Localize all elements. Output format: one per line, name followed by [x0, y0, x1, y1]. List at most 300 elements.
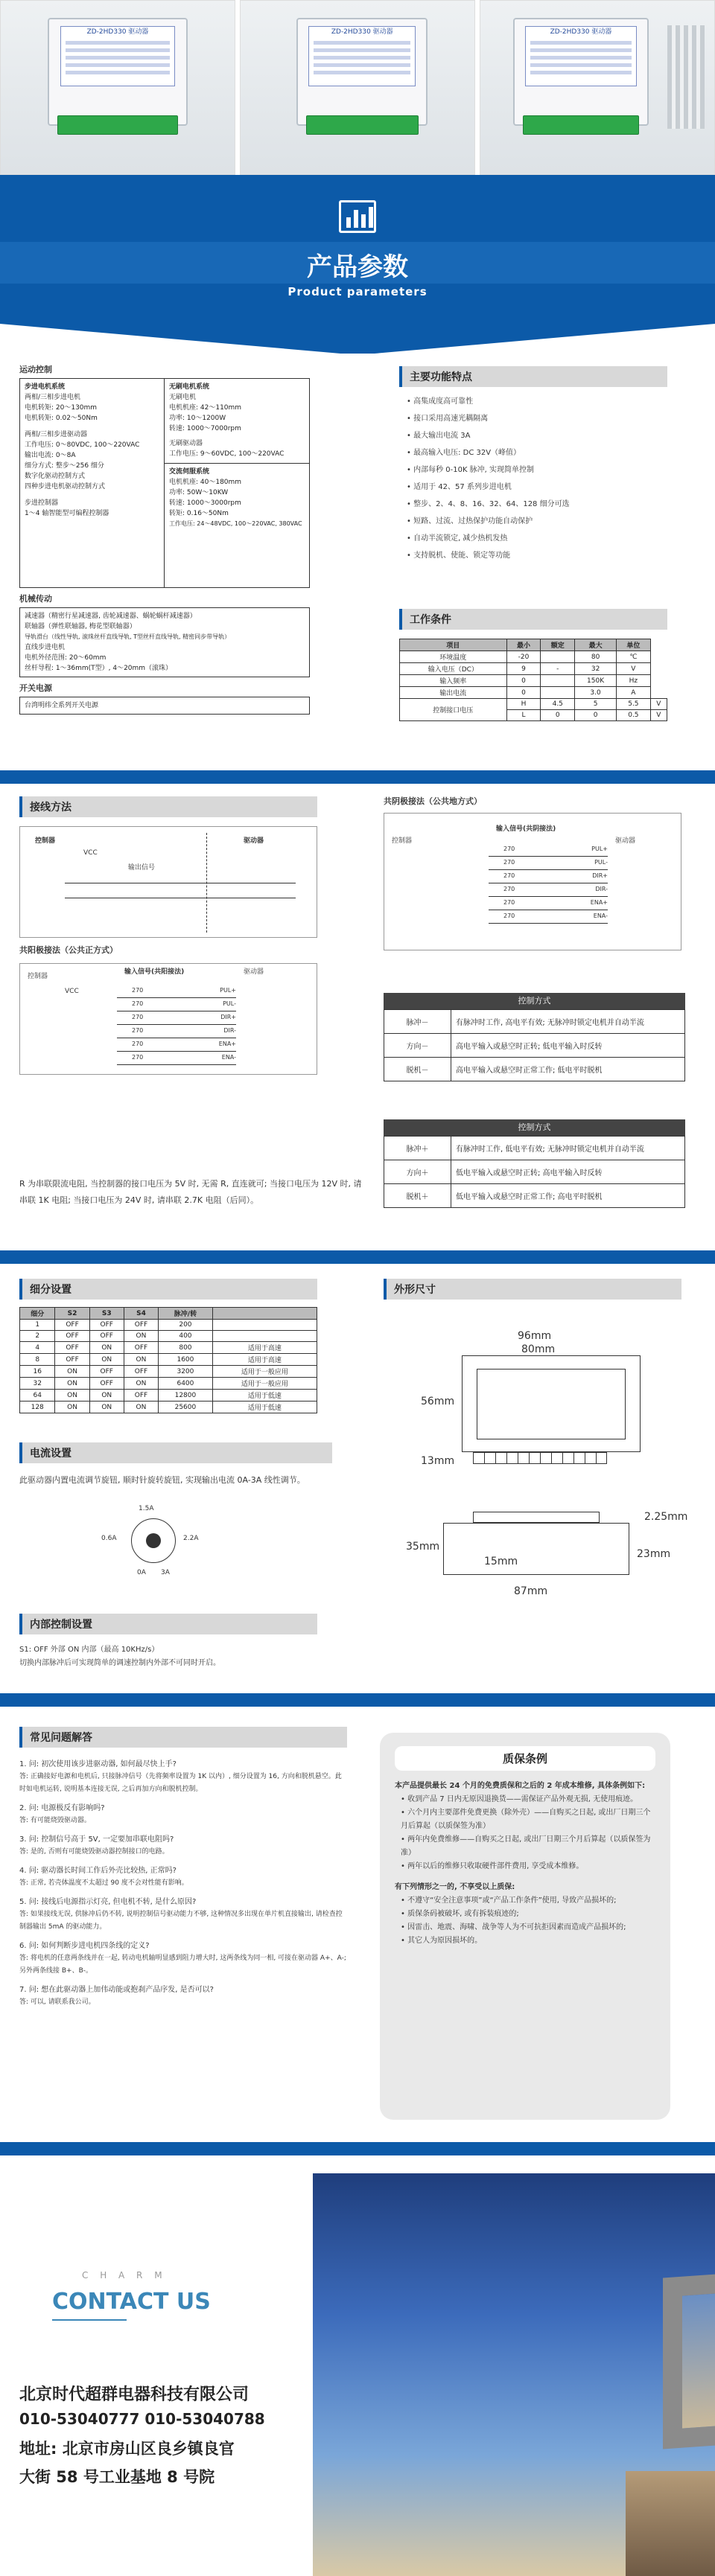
table-cell: A [617, 687, 651, 699]
table-cell: 80 [575, 651, 617, 663]
signal-label: PUL- [223, 1000, 236, 1007]
mech-title: 机械传动 [19, 594, 52, 604]
stepper-driver-line: 细分方式: 整步～256 细分 [25, 462, 104, 470]
product-photo-2: ZD-2HD330 驱动器 [240, 0, 475, 175]
table-cell: 有脉冲时工作, 低电平有效; 无脉冲时锁定电机并自动半流 [451, 1137, 685, 1160]
table-cell: OFF [55, 1331, 89, 1342]
table-cell: 4.5 [541, 699, 575, 710]
stepper-ctrl-line: 1～4 轴智能型可编程控制器 [25, 510, 109, 517]
stepper-line: 电机转矩: 0.02～50Nm [25, 415, 98, 422]
driver-label: 驱动器 [244, 968, 264, 976]
control-mode-title: 控制方式 [384, 993, 685, 1009]
control-mode-table-1 [384, 993, 685, 1081]
table-row [400, 663, 667, 675]
address-line: 地址: 北京市房山区良乡镇良官 [19, 2440, 235, 2458]
faq-question: 6. 问: 如何判断步进电机四条线的定义? [19, 1942, 150, 1950]
conditions-table [399, 639, 667, 721]
table-cell: 输出电流 [400, 687, 507, 699]
features-list [399, 393, 667, 564]
signal-line [489, 857, 608, 870]
resistor-label: 270 [132, 1041, 144, 1047]
page-subtitle: Product parameters [287, 285, 428, 298]
table-cell: V [650, 699, 667, 710]
resistor-label: 270 [503, 872, 515, 879]
resistor-note: R 为串联限流电阻, 当控制器的接口电压为 5V 时, 无需 R, 直连就可; 当接口电压为 12V 时, 请串联 1K 电阻; 当接口电压为 24V 时, 请串联 2.7K 电阻（后同）。 [19, 1179, 362, 1205]
chart-icon [339, 200, 376, 233]
page-title: 产品参数 [307, 252, 408, 282]
driver-label: 驱动器 [244, 837, 264, 845]
table-cell: ON [124, 1378, 158, 1390]
table-header: S3 [89, 1308, 124, 1320]
table-cell: 适用于高速 [212, 1342, 317, 1354]
params-banner [0, 175, 715, 354]
separator [0, 770, 715, 784]
warranty-exclusion: • 因雷击、地震、海啸、战争等人为不可抗拒因素而造成产品损坏的; [401, 1923, 626, 1931]
table-cell: 0 [541, 710, 575, 721]
faq-question: 1. 问: 初次使用该步进驱动器, 如何最尽快上手? [19, 1760, 177, 1768]
phone-numbers: 010-53040777 010-53040788 [19, 2410, 265, 2428]
faq-answer: 答: 如果接线无误, 供脉冲后仍不转, 说明控制信号驱动能力不够, 这种情况多出现在单片机直接输出, 请检查控制器输出 5mA 的驱动能力。 [19, 1911, 343, 1931]
controller-label: 控制器 [28, 973, 48, 980]
stepper-driver-line: 输出电流: 0～8A [25, 452, 76, 459]
faq-question: 2. 问: 电源极反有影响吗? [19, 1804, 105, 1812]
signal-line [489, 843, 608, 857]
table-cell: 方向＋ [384, 1160, 451, 1184]
dim-label: 56mm [421, 1396, 455, 1407]
table-row [384, 1184, 685, 1208]
table-cell: ON [89, 1390, 124, 1402]
signal-label: ENA- [221, 1054, 236, 1061]
signal-line [117, 985, 236, 998]
table-cell: 4 [20, 1342, 55, 1354]
table-cell: 200 [159, 1320, 213, 1331]
table-cell: OFF [124, 1342, 158, 1354]
faq-answer: 答: 将电机的任意两条线并在一起, 转动电机轴明显感到阻力增大时, 这两条线为同一相, 可接在驱动器 A+、A-; 另外两条线接 B+、B-。 [19, 1955, 346, 1975]
table-cell: 0 [506, 687, 541, 699]
warranty-panel [380, 1733, 670, 2120]
resistor-label: 270 [132, 1054, 144, 1061]
faq-question: 3. 问: 控制信号高于 5V, 一定要加串联电阻吗? [19, 1835, 174, 1844]
wiring-section [19, 796, 317, 1075]
table-row [384, 1034, 685, 1058]
mech-line: 丝杆导程: 1～36mm(T型）, 4～20mm（滚珠） [25, 665, 173, 672]
driver-label: 驱动器 [615, 837, 636, 845]
resistor-label: 270 [503, 846, 515, 852]
signal-list [489, 843, 608, 924]
table-cell: 32 [20, 1378, 55, 1390]
stepper-driver-line: 工作电压: 0～80VDC, 100～220VAC [25, 441, 140, 449]
conditions-section [399, 609, 667, 721]
resistor-label: 270 [132, 1014, 144, 1020]
knob-mark: 0.6A [101, 1535, 117, 1542]
faq-question: 7. 问: 想在此驱动器上加伟动能或抱刹产品序发, 是否可以? [19, 1986, 214, 1994]
table-cell: OFF [124, 1366, 158, 1378]
table-cell: ON [124, 1331, 158, 1342]
table-cell: 适用于低速 [212, 1390, 317, 1402]
internal-section [19, 1614, 392, 1669]
signal-line [489, 870, 608, 883]
table-cell: 控制接口电压 [400, 699, 507, 721]
feature-item: • 内部每秒 0-10K 脉冲, 实现简单控制 [407, 466, 535, 474]
resistor-label: 270 [132, 1027, 144, 1034]
table-row [20, 1378, 317, 1390]
warranty-exclusion: • 质保条码被破坏, 或有拆装痕迹的; [401, 1910, 519, 1918]
table-cell [541, 675, 575, 687]
signal-line [117, 1011, 236, 1025]
table-cell: 输入电压（DC） [400, 663, 507, 675]
table-header: 最小 [506, 639, 541, 651]
table-cell: ON [55, 1366, 89, 1378]
faq-answer: 答: 正常, 若壳体温度不太超过 90 度不会对性能有影响。 [19, 1879, 188, 1887]
ac-line: 转速: 1000～3000rpm [169, 499, 241, 507]
table-row [384, 1010, 685, 1034]
table-cell: 16 [20, 1366, 55, 1378]
controller-label: 控制器 [392, 837, 413, 845]
subdivision-table [19, 1307, 317, 1413]
motion-control-box [19, 378, 310, 588]
stepper-driver-line: 四种步进电机驱动控制方式 [25, 483, 106, 490]
signal-label: DIR+ [220, 1014, 236, 1020]
dimension-drawing [384, 1300, 688, 1612]
table-cell: 32 [575, 663, 617, 675]
feature-item: • 整步、2、4、8、16、32、64、128 细分可选 [407, 500, 570, 508]
table-cell: 25600 [159, 1402, 213, 1413]
product-photos [0, 0, 715, 175]
wiring-diagram-1 [19, 826, 317, 938]
table-cell: 高电平输入或悬空时正常工作; 低电平时脱机 [451, 1058, 685, 1081]
table-cell: 400 [159, 1331, 213, 1342]
signal-line [117, 1038, 236, 1052]
table-cell: 150K [575, 675, 617, 687]
table-cell: 3.0 [575, 687, 617, 699]
switch-line: 台湾明纬全系列开关电源 [25, 702, 99, 709]
company-name: 北京时代超群电器科技有限公司 [19, 2385, 250, 2404]
table-cell: OFF [89, 1378, 124, 1390]
resistor-label: 270 [132, 1000, 144, 1007]
table-cell: 1 [20, 1320, 55, 1331]
mech-line: 减速器（精密行星减速器, 齿轮减速器、蜗轮蜗杆减速器） [25, 613, 197, 620]
table-cell: 低电平输入或悬空时正转; 高电平输入时反转 [451, 1160, 685, 1184]
mech-line: 联轴器（弹性联轴器, 梅花型联轴器） [25, 623, 136, 630]
stepper-line: 两相/三相步进电机 [25, 394, 81, 401]
brushless-line: 转速: 1000～7000rpm [169, 425, 241, 432]
table-cell: 高电平输入或悬空时正转; 低电平输入时反转 [451, 1034, 685, 1058]
common-cathode-section [384, 796, 681, 950]
table-cell: OFF [55, 1342, 89, 1354]
table-cell: 128 [20, 1402, 55, 1413]
warranty-title: 质保条例 [395, 1746, 655, 1771]
table-cell: - [541, 663, 575, 675]
stepper-title: 步进电机系统 [25, 383, 66, 391]
signal-line [489, 910, 608, 924]
dim-label: 13mm [421, 1455, 455, 1467]
signal-label: DIR- [595, 886, 608, 892]
faq-question: 4. 问: 驱动器长时间工作后外壳比较热, 正常吗? [19, 1867, 177, 1875]
table-cell [541, 651, 575, 663]
table-cell [541, 687, 575, 699]
table-header: 单位 [617, 639, 651, 651]
table-header: S2 [55, 1308, 89, 1320]
internal-title: 内部控制设置 [19, 1614, 317, 1634]
table-row [384, 1058, 685, 1081]
dim-label: 15mm [484, 1556, 518, 1567]
table-cell: 有脉冲时工作, 高电平有效; 无脉冲时锁定电机并自动半流 [451, 1010, 685, 1034]
table-row [400, 675, 667, 687]
table-cell: 3200 [159, 1366, 213, 1378]
mech-line: 直线步进电机 [25, 644, 66, 651]
charm-label: C H A R M [82, 2270, 167, 2281]
resistor-label: 270 [503, 859, 515, 866]
table-row [20, 1366, 317, 1378]
table-cell: 8 [20, 1354, 55, 1366]
controller-label: 控制器 [35, 837, 56, 845]
brushless-driver-line: 无刷驱动器 [169, 440, 203, 447]
table-cell: ON [89, 1354, 124, 1366]
brushless-driver-line: 工作电压: 9～60VDC, 100～220VAC [169, 450, 285, 458]
vcc-label: VCC [83, 849, 98, 857]
table-cell: 输入频率 [400, 675, 507, 687]
ac-servo-title: 交流伺服系统 [169, 468, 210, 476]
table-header: 最大 [575, 639, 617, 651]
table-cell: OFF [89, 1331, 124, 1342]
signal-label: PUL+ [220, 987, 236, 994]
table-cell: ON [55, 1378, 89, 1390]
table-cell: 800 [159, 1342, 213, 1354]
current-section [19, 1442, 332, 1600]
signal-line [489, 883, 608, 897]
feature-item: • 最大输出电流 3A [407, 432, 471, 440]
table-cell [212, 1331, 317, 1342]
brushless-line: 无刷电机 [169, 394, 197, 401]
table-cell: 脱机－ [384, 1058, 451, 1081]
table-header: S4 [124, 1308, 158, 1320]
table-cell: OFF [55, 1320, 89, 1331]
switch-title: 开关电源 [19, 683, 52, 693]
table-cell: 64 [20, 1390, 55, 1402]
table-header: 额定 [541, 639, 575, 651]
table-cell: 0 [575, 710, 617, 721]
dim-label: 96mm [518, 1330, 552, 1342]
warranty-item: • 两年内免费维修——自购买之日起, 或出厂日期三个月后算起（以质保签为准） [401, 1835, 651, 1857]
contact-title: CONTACT US [52, 2289, 211, 2315]
table-cell: ON [89, 1342, 124, 1354]
stepper-line: 电机转矩: 20～130mm [25, 404, 98, 412]
table-row [384, 1137, 685, 1160]
warranty-exclusions [395, 1894, 655, 1948]
table-row [20, 1390, 317, 1402]
dimensions-section [384, 1279, 688, 1612]
motion-control-title: 运动控制 [19, 365, 52, 374]
conditions-title: 工作条件 [399, 609, 667, 630]
faq-list [19, 1758, 347, 2009]
feature-item: • 高集成度高可靠性 [407, 397, 474, 406]
table-cell: ON [55, 1402, 89, 1413]
brushless-line: 电机机座: 42～110mm [169, 404, 242, 412]
brushless-title: 无刷电机系统 [169, 383, 210, 391]
ac-line: 功率: 50W～10KW [169, 489, 229, 496]
wiring-title: 接线方法 [19, 796, 317, 817]
resistor-label: 270 [503, 899, 515, 906]
signal-list [117, 985, 236, 1065]
warranty-intro: 本产品提供最长 24 个月的免费质保和之后的 2 年成本维修, 具体条例如下: [395, 1782, 646, 1790]
address-line: 大街 58 号工业基地 8 号院 [19, 2468, 215, 2486]
signal-label: ENA+ [218, 1041, 236, 1047]
table-cell: -20 [506, 651, 541, 663]
signal-line [117, 1025, 236, 1038]
table-row [20, 1402, 317, 1413]
feature-item: • 短路、过流、过热保护功能自动保护 [407, 517, 533, 525]
table-cell: L [506, 710, 541, 721]
faq-answer: 答: 可以, 请联系我公司。 [19, 1998, 95, 2006]
contact-photo [313, 2173, 715, 2576]
stepper-ctrl-line: 步进控制器 [25, 499, 59, 507]
input-signal-label: 输出信号 [128, 864, 156, 872]
table-cell: 2 [20, 1331, 55, 1342]
table-cell [212, 1320, 317, 1331]
feature-item: • 适用于 42、57 系列步进电机 [407, 483, 512, 491]
signal-label: DIR+ [592, 872, 608, 879]
common-anode-title: 共阳极接法（公共正方式） [19, 945, 118, 955]
table-cell: ON [55, 1390, 89, 1402]
table-row [20, 1331, 317, 1342]
product-photo-1: ZD-2HD330 驱动器 [0, 0, 235, 175]
warranty-items [395, 1793, 655, 1873]
table-cell: 环境温度 [400, 651, 507, 663]
internal-line: S1: OFF 外部 ON 内部（最高 10KHz/s） [19, 1646, 159, 1654]
table-cell: 适用于高速 [212, 1354, 317, 1366]
knob-mark: 2.2A [183, 1535, 199, 1542]
table-cell: 方向－ [384, 1034, 451, 1058]
knob-mark: 3A [161, 1569, 170, 1576]
switch-box [19, 697, 310, 715]
table-cell: 5.5 [617, 699, 651, 710]
feature-item: • 最高输入电压: DC 32V（峰值） [407, 449, 521, 457]
table-cell: 5 [575, 699, 617, 710]
feature-item: • 支持脱机、使能、锁定等功能 [407, 552, 511, 560]
dim-label: 80mm [521, 1343, 556, 1355]
vcc-label: VCC [65, 988, 79, 995]
table-cell: 6400 [159, 1378, 213, 1390]
table-row [400, 651, 667, 663]
dimensions-title: 外形尺寸 [384, 1279, 681, 1300]
current-knob [19, 1496, 332, 1600]
faq-title: 常见问题解答 [19, 1727, 347, 1748]
warranty-item: • 收到产品 7 日内无原因退换货——需保证产品外观无损, 无使用痕迹。 [401, 1795, 638, 1803]
table-header: 项目 [400, 639, 507, 651]
knob-mark: 0A [137, 1569, 146, 1576]
table-cell: OFF [124, 1390, 158, 1402]
signal-label: ENA- [593, 913, 608, 919]
features-section [399, 366, 667, 564]
faq-answer: 答: 有可能烧毁驱动器。 [19, 1817, 91, 1824]
dim-label: 35mm [406, 1541, 440, 1553]
table-cell: OFF [55, 1354, 89, 1366]
table-header: 细分 [20, 1308, 55, 1320]
current-desc: 此驱动器内置电流调节旋钮, 顺时针旋转旋钮, 实现输出电流 0A-3A 线性调节。 [19, 1475, 305, 1485]
table-row [384, 1160, 685, 1184]
table-cell: 1600 [159, 1354, 213, 1366]
faq-section [19, 1727, 347, 2009]
warranty-exclusion: • 其它人为原因损坏的。 [401, 1937, 483, 1945]
table-cell: V [617, 663, 651, 675]
table-cell: 脉冲－ [384, 1010, 451, 1034]
table-row [20, 1320, 317, 1331]
knob-mark: 1.5A [139, 1505, 154, 1512]
warranty-item: • 六个月内主要部件免费更换（除外壳）——自购买之日起, 或出厂日期三个月后算起（以质保签为准） [401, 1809, 651, 1830]
subdivision-title: 细分设置 [19, 1279, 317, 1300]
dim-label: 23mm [637, 1548, 671, 1560]
subdivision-section [19, 1279, 317, 1413]
wiring-diagram-3 [384, 813, 681, 950]
product-photo-3: ZD-2HD330 驱动器 [480, 0, 715, 175]
table-cell: 0 [506, 675, 541, 687]
dim-label: 2.25mm [644, 1511, 688, 1523]
stepper-driver-line: 数字化驱动控制方式 [25, 473, 86, 480]
resistor-label: 270 [132, 987, 144, 994]
table-row [400, 687, 667, 699]
warranty-exclusion: • 不遵守“安全注意事项”或“产品工作条件”使用, 导致产品损坏的; [401, 1896, 617, 1905]
mech-box [19, 607, 310, 677]
faq-answer: 答: 正确接好电源和电机后, 只接脉冲信号（先将频率设置为 1K 以内）, 细分设置为 16, 方向和脱机悬空。此时如电机运转, 说明基本连接无误, 之后再加方向和脱机控制。 [19, 1773, 342, 1793]
table-row [400, 699, 667, 710]
wiring-diagram-2 [19, 963, 317, 1075]
ac-line: 工作电压: 24～48VDC, 100～220VAC, 380VAC [169, 520, 302, 527]
current-title: 电流设置 [19, 1442, 332, 1463]
signal-label: ENA+ [590, 899, 608, 906]
table-cell: OFF [89, 1320, 124, 1331]
mech-line: 导轨滑台（线性导轨, 滚珠丝杆直线导轨, T型丝杆直线导轨, 精密同步带导轨） [25, 633, 231, 640]
table-cell: ON [124, 1402, 158, 1413]
features-title: 主要功能特点 [399, 366, 667, 387]
common-cathode-title: 共阴极接法（公共地方式） [384, 796, 482, 806]
control-mode-title: 控制方式 [384, 1119, 685, 1136]
separator [0, 1250, 715, 1264]
table-row [20, 1342, 317, 1354]
signal-label: PUL+ [591, 846, 608, 852]
internal-line: 切换内部脉冲后可实现简单的调速控制内外部不可同时开启。 [19, 1659, 220, 1667]
motion-control-section [19, 365, 310, 715]
resistor-label: 270 [503, 913, 515, 919]
warranty-exclude-title: 有下列情形之一的, 不享受以上质保: [395, 1883, 515, 1891]
stepper-driver-line: 两相/三相步进驱动器 [25, 431, 88, 438]
signal-line [117, 998, 236, 1011]
faq-answer: 答: 是的, 否则有可能烧毁驱动器控制接口的电路。 [19, 1848, 169, 1856]
table-cell: 9 [506, 663, 541, 675]
table-cell: OFF [89, 1366, 124, 1378]
signal-line [489, 897, 608, 910]
table-row [20, 1354, 317, 1366]
separator [0, 2142, 715, 2155]
mech-line: 电机外径范围: 20～60mm [25, 654, 107, 662]
signal-label: DIR- [223, 1027, 236, 1034]
control-mode-table-2 [384, 1119, 685, 1208]
signal-line [117, 1052, 236, 1065]
separator [0, 1693, 715, 1707]
table-cell: 适用于一般应用 [212, 1378, 317, 1390]
table-cell: 适用于一般应用 [212, 1366, 317, 1378]
table-cell: ON [89, 1402, 124, 1413]
table-cell: 适用于低速 [212, 1402, 317, 1413]
table-cell: V [650, 710, 667, 721]
table-cell: ℃ [617, 651, 651, 663]
table-cell: 12800 [159, 1390, 213, 1402]
table-cell: 低电平输入或悬空时正常工作; 高电平时脱机 [451, 1184, 685, 1208]
table-cell: H [506, 699, 541, 710]
brushless-line: 功率: 10～1200W [169, 415, 226, 422]
faq-question: 5. 问: 接线后电源指示灯亮, 但电机不转, 是什么原因? [19, 1898, 197, 1906]
resistor-label: 270 [503, 886, 515, 892]
dim-label: 87mm [514, 1585, 548, 1597]
